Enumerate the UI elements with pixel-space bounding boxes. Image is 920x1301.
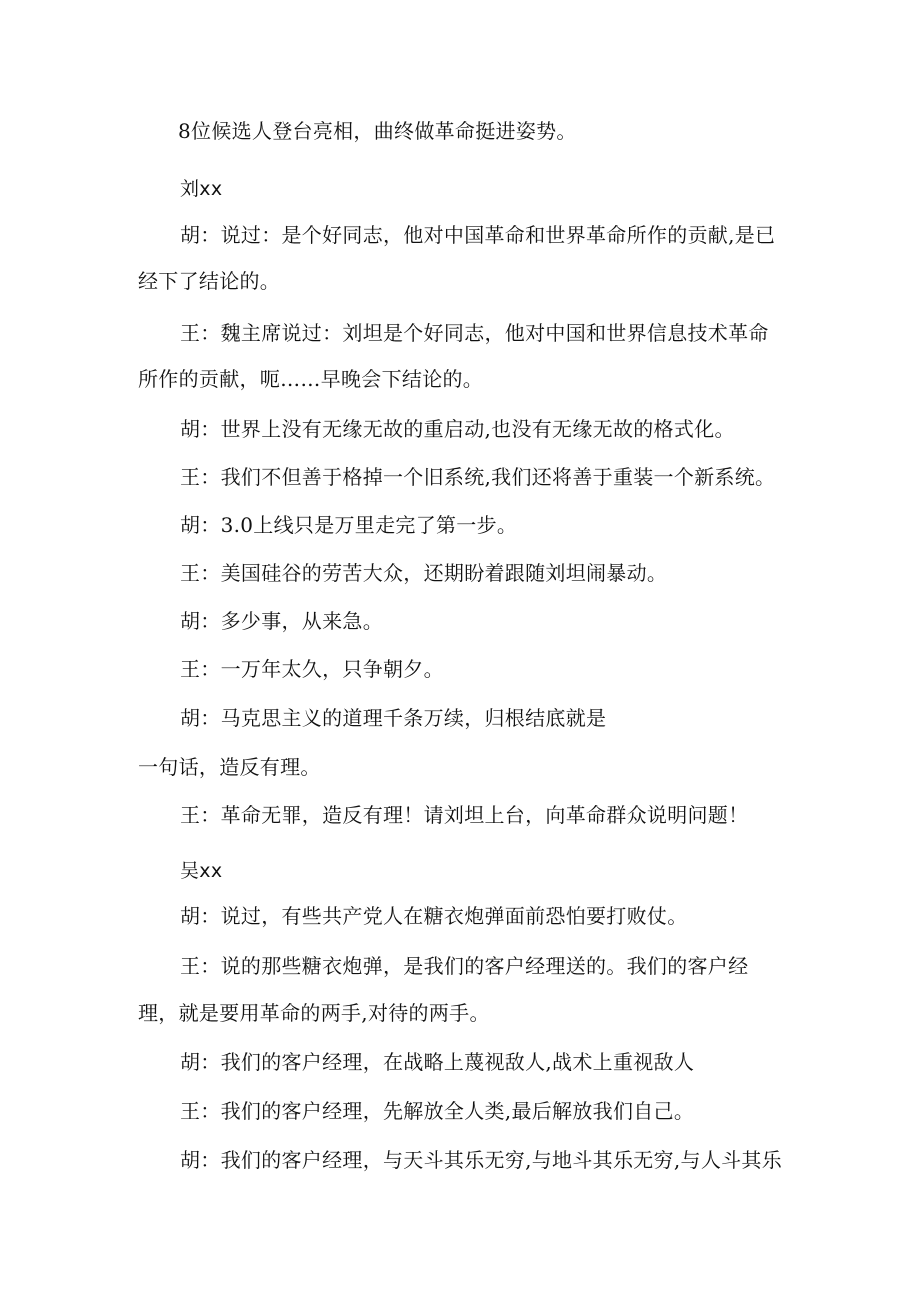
dialogue-line: 王：魏主席说过：刘坦是个好同志，他对中国和世界信息技术革命 xyxy=(180,321,769,345)
dialogue-line: 一句话，造反有理。 xyxy=(138,755,321,779)
dialogue-line: 胡：说过，有些共产党人在糖衣炮弹面前恐怕要打败仗。 xyxy=(180,904,688,928)
intro-line: 8位候选人登台亮相，曲终做革命挺进姿势。 xyxy=(178,119,577,143)
dialogue-line: 王：说的那些糖衣炮弹，是我们的客户经理送的。我们的客户经 xyxy=(180,954,749,978)
dialogue-line: 胡：世界上没有无缘无故的重启动,也没有无缘无故的格式化。 xyxy=(180,417,735,441)
dialogue-line: 王：我们不但善于格掉一个旧系统,我们还将善于重装一个新系统。 xyxy=(180,465,776,489)
dialogue-line: 理，就是要用革命的两手,对待的两手。 xyxy=(138,1001,490,1025)
dialogue-line: 所作的贡献，呃……早晚会下结论的。 xyxy=(138,367,484,391)
dialogue-line: 王：美国硅谷的劳苦大众，还期盼着跟随刘坦闹暴动。 xyxy=(180,561,668,585)
dialogue-line: 胡：我们的客户经理，与天斗其乐无穷,与地斗其乐无穷,与人斗其乐 xyxy=(180,1148,783,1172)
dialogue-line: 胡：我们的客户经理，在战略上蔑视敌人,战术上重视敌人 xyxy=(180,1050,695,1074)
dialogue-line: 胡：多少事，从来急。 xyxy=(180,609,383,633)
dialogue-line: 胡：3.0上线只是万里走完了第一步。 xyxy=(180,513,518,537)
dialogue-line: 胡：说过：是个好同志，他对中国革命和世界革命所作的贡献,是已 xyxy=(180,223,776,247)
dialogue-line: 王：一万年太久，只争朝夕。 xyxy=(180,657,444,681)
section-heading-liu: 刘xx xyxy=(180,178,223,200)
dialogue-line: 胡：马克思主义的道理千条万续，归根结底就是 xyxy=(180,706,607,730)
dialogue-line: 经下了结论的。 xyxy=(138,269,281,293)
dialogue-line: 王：我们的客户经理，先解放全人类,最后解放我们自己。 xyxy=(180,1099,695,1123)
section-heading-wu: 吴xx xyxy=(180,860,223,882)
dialogue-line: 王：革命无罪，造反有理！请刘坦上台，向革命群众说明问题！ xyxy=(180,803,749,827)
